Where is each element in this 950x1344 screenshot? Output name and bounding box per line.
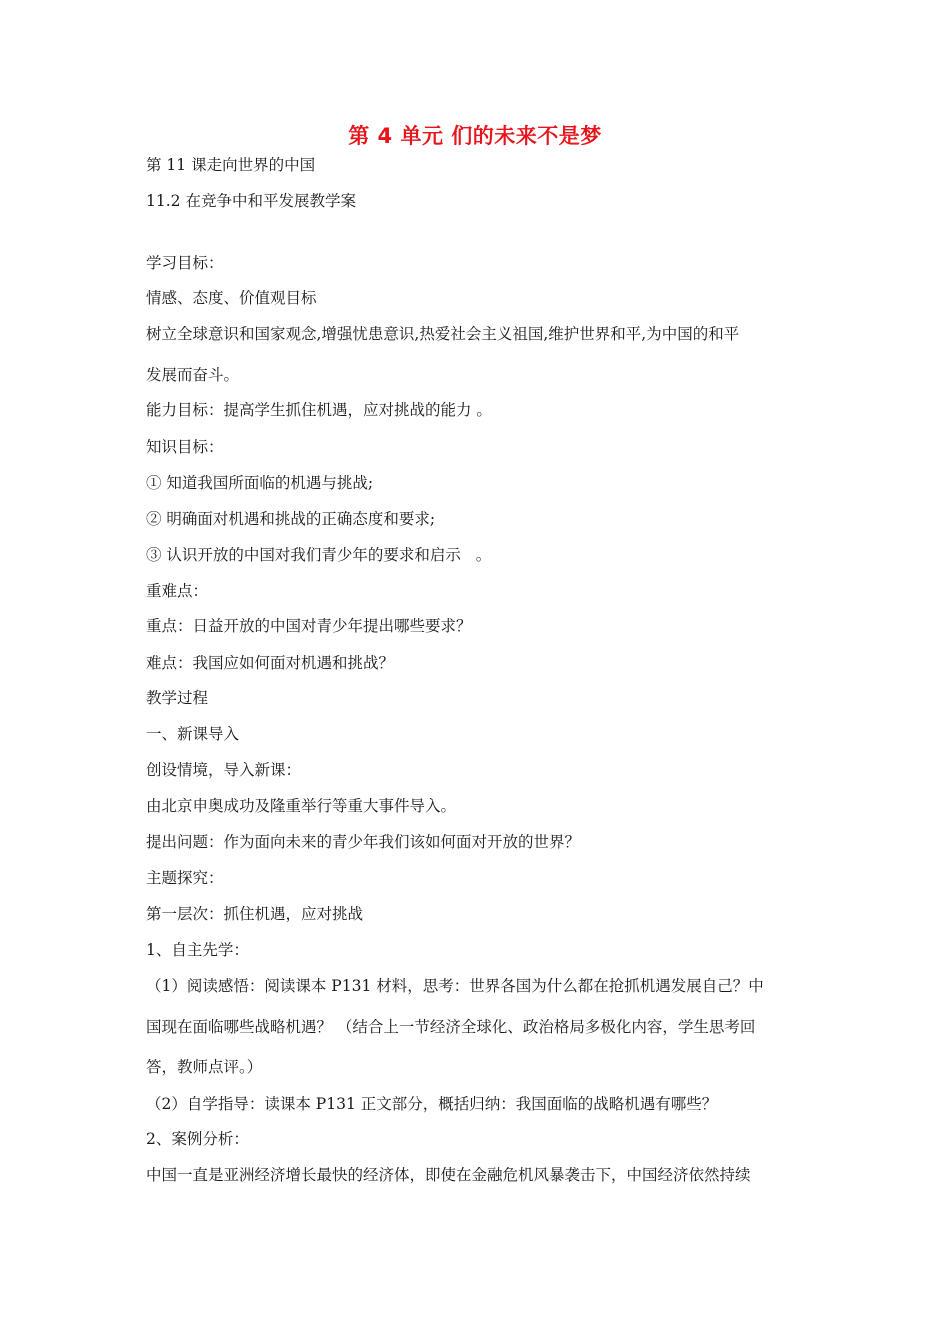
text-line: 重难点：	[146, 582, 209, 600]
text-line: 答，教师点评。）	[146, 1058, 263, 1076]
text-line: 重点：日益开放的中国对青少年提出哪些要求？	[146, 617, 472, 635]
text-line: 学习目标：	[146, 254, 224, 272]
text-line: 11.2 在竞争中和平发展教学案	[146, 192, 356, 210]
text-line: 创设情境，导入新课：	[146, 761, 302, 779]
text-line: 知识目标：	[146, 438, 224, 456]
text-line: （2）自学指导：读课本 P131 正文部分，概括归纳：我国面临的战略机遇有哪些？	[146, 1095, 718, 1113]
text-line: ① 知道我国所面临的机遇与挑战;	[146, 474, 374, 492]
text-line: （1）阅读感悟：阅读课本 P131 材料，思考：世界各国为什么都在抢抓机遇发展自己？中	[146, 977, 764, 995]
text-line: 第一层次：抓住机遇，应对挑战	[146, 905, 364, 923]
text-line: 难点：我国应如何面对机遇和挑战？	[146, 654, 395, 672]
text-line: 一、新课导入	[146, 725, 240, 743]
text-line: 提出问题：作为面向未来的青少年我们该如何面对开放的世界？	[146, 833, 581, 851]
text-line: 第 11 课走向世界的中国	[146, 156, 316, 174]
text-line: 1、自主先学：	[146, 941, 249, 959]
text-line: ② 明确面对机遇和挑战的正确态度和要求;	[146, 510, 436, 528]
text-line: 由北京申奥成功及隆重举行等重大事件导入。	[146, 797, 457, 815]
text-line: 2、案例分析：	[146, 1130, 249, 1148]
text-line: 国现在面临哪些战略机遇？ （结合上一节经济全球化、政治格局多极化内容，学生思考回	[146, 1018, 756, 1036]
text-line: 中国一直是亚洲经济增长最快的经济体，即使在金融危机风暴袭击下，中国经济依然持续	[146, 1166, 751, 1184]
text-line: 情感、态度、价值观目标	[146, 289, 317, 307]
text-line: 教学过程	[146, 689, 209, 707]
text-line: ③ 认识开放的中国对我们青少年的要求和启示 。	[146, 546, 492, 564]
unit-title: 第 4 单元 们的未来不是梦	[348, 124, 602, 148]
text-line: 发展而奋斗。	[146, 366, 240, 384]
text-line: 树立全球意识和国家观念,增强忧患意识,热爱社会主义祖国,维护世界和平,为中国的和平	[146, 325, 740, 343]
text-line: 主题探究：	[146, 869, 224, 887]
text-line: 能力目标：提高学生抓住机遇，应对挑战的能力 。	[146, 401, 492, 419]
